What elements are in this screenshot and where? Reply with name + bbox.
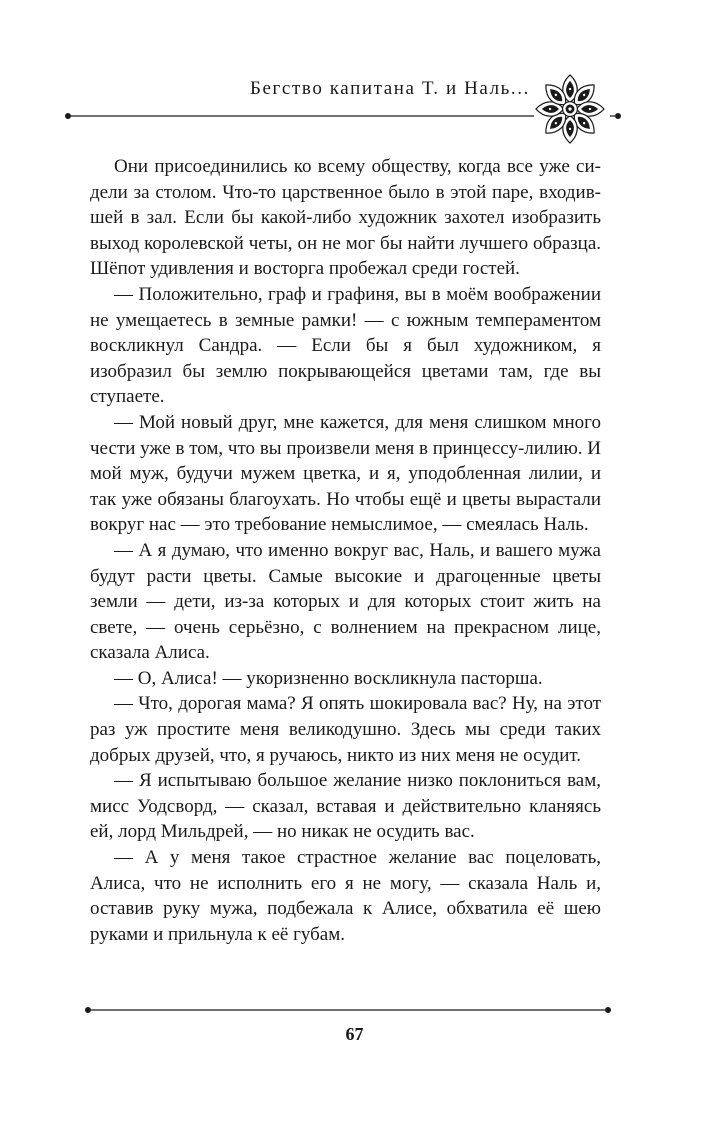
paragraph: — Мой новый друг, мне кажется, для меня слишком много чести уже в том, что вы произвели меня в принцессу-лилию. И мой муж, будучи мужем цветка, и я, уподобленная лилии, и так уже обязаны благоухать. Но чтобы ещё и цветы вырастали вокруг нас — это требование немыслимое, — смеялась Наль.: [90, 411, 601, 536]
paragraph: — О, Алиса! — укоризненно воскликнула пасторша.: [114, 667, 543, 689]
body-text: [90, 154, 601, 947]
paragraph: — Что, дорогая мама? Я опять шокировала вас? Ну, на этот раз уж простите меня великодушно. Здесь мы среди таких добрых друзей, что, я ручаюсь, никто из них меня не осудит.: [90, 693, 601, 766]
paragraph: — А у меня такое страстное желание вас поцеловать, Алиса, что не исполнить его я не могу, — сказала Наль и, оставив руку мужа, подбежала к Алисе, обхватила её шею руками и прильнула к её губам.: [90, 847, 601, 945]
running-head-title: Бегство капитана Т. и Наль...: [250, 78, 530, 99]
page-number: 67: [345, 1024, 364, 1044]
footer-rule: [84, 1005, 612, 1015]
paragraph: Они присоединились ко всему обществу, когда все уже сидели за столом. Что-то царственное было в этой паре, входившей в зал. Если бы какой-либо художник захотел изобразить выход королевской четы, он не мог бы найти лучшего образца. Шёпот удивления и восторга пробежал среди гостей.: [90, 156, 601, 280]
paragraph: — А я думаю, что именно вокруг вас, Наль, и вашего мужа будут расти цветы. Самые высокие и драгоценные цветы земли — дети, из-за которых и для которых стоит жить на свете, — очень серьёзно, с волнением на прекрасном лице, сказала Алиса.: [90, 539, 601, 664]
lotus-mandala-icon: [533, 72, 607, 146]
paragraph: — Положительно, граф и графиня, вы в моём воображении не умещаетесь в земные рамки! — с южным темпераментом воскликнул Сандра. — Если бы я был художником, я изобразил бы землю покрывающейся цветами там, где вы ступаете.: [90, 283, 601, 408]
paragraph: — Я испытываю большое желание низко поклониться вам, мисс Уодсворд, — сказал, вставая и действительно кланяясь ей, лорд Мильдрей, — но никак не осудить вас.: [90, 770, 601, 843]
